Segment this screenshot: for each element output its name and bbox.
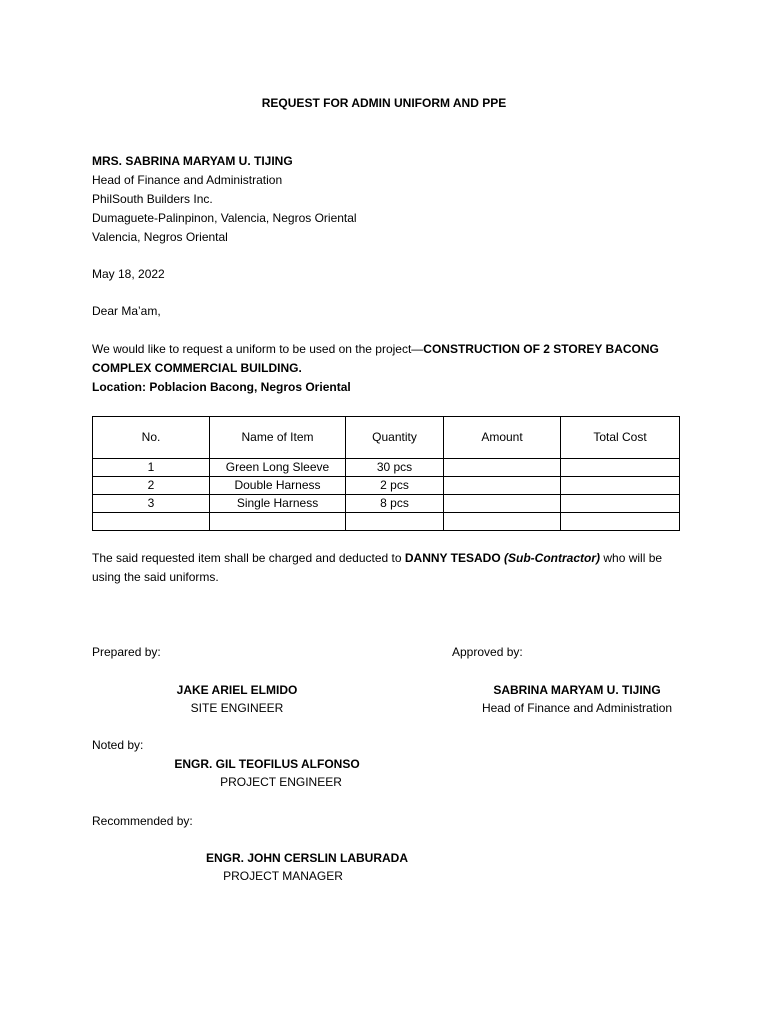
table-cell: Double Harness	[210, 477, 346, 495]
table-cell	[444, 459, 561, 477]
project-name: CONSTRUCTION OF 2 STOREY BACONG COMPLEX COMMERCIAL BUILDING.	[92, 342, 659, 375]
recipient-block	[92, 152, 357, 247]
recipient-company: PhilSouth Builders Inc.	[92, 192, 213, 206]
table-cell	[561, 495, 680, 513]
table-cell: 3	[93, 495, 210, 513]
prepared-by-label: Prepared by:	[92, 645, 161, 659]
letter-date: May 18, 2022	[92, 267, 165, 281]
approved-by-title: Head of Finance and Administration	[481, 701, 673, 715]
table-cell: 8 pcs	[346, 495, 444, 513]
items-table	[92, 416, 680, 531]
table-cell	[210, 513, 346, 531]
table-cell	[561, 513, 680, 531]
recommended-by-label: Recommended by:	[92, 814, 193, 828]
recipient-name: MRS. SABRINA MARYAM U. TIJING	[92, 154, 293, 168]
prepared-by-name: JAKE ARIEL ELMIDO	[176, 683, 298, 697]
table-cell	[561, 477, 680, 495]
table-row	[93, 477, 680, 495]
recommended-by-title: PROJECT MANAGER	[223, 869, 343, 883]
table-cell: 1	[93, 459, 210, 477]
request-intro: We would like to request a uniform to be used on the project—	[92, 342, 424, 356]
table-row	[93, 459, 680, 477]
table-cell: 2	[93, 477, 210, 495]
table-header-row	[93, 417, 680, 459]
column-header: Name of Item	[210, 417, 346, 459]
table-row	[93, 495, 680, 513]
table-row	[93, 513, 680, 531]
table-cell: Single Harness	[210, 495, 346, 513]
column-header: Quantity	[346, 417, 444, 459]
column-header: Total Cost	[561, 417, 680, 459]
charge-text-1: The said requested item shall be charged and deducted to	[92, 551, 405, 565]
noted-by-name: ENGR. GIL TEOFILUS ALFONSO	[174, 757, 360, 771]
recommended-by-name: ENGR. JOHN CERSLIN LABURADA	[205, 851, 408, 865]
recipient-position: Head of Finance and Administration	[92, 173, 283, 187]
request-paragraph	[92, 340, 692, 397]
table-cell: 2 pcs	[346, 477, 444, 495]
table-cell	[93, 513, 210, 531]
project-location: Location: Poblacion Bacong, Negros Oriental	[92, 380, 351, 394]
charge-paragraph	[92, 549, 687, 587]
document-title: REQUEST FOR ADMIN UNIFORM AND PPE	[261, 96, 507, 110]
table-cell: Green Long Sleeve	[210, 459, 346, 477]
recipient-address-line-2: Valencia, Negros Oriental	[92, 230, 228, 244]
approved-by-name: SABRINA MARYAM U. TIJING	[493, 683, 661, 697]
recipient-address-line-1: Dumaguete-Palinpinon, Valencia, Negros Oriental	[92, 211, 357, 225]
table-cell	[346, 513, 444, 531]
column-header: Amount	[444, 417, 561, 459]
charge-text-2: who will be using the said uniforms.	[92, 551, 663, 584]
table-cell	[561, 459, 680, 477]
noted-by-label: Noted by:	[92, 738, 144, 752]
column-header: No.	[93, 417, 210, 459]
noted-by-title: PROJECT ENGINEER	[220, 775, 342, 789]
charge-name: DANNY TESADO	[404, 551, 501, 565]
approved-by-label: Approved by:	[452, 645, 523, 659]
table-cell: 30 pcs	[346, 459, 444, 477]
prepared-by-title: SITE ENGINEER	[190, 701, 284, 715]
table-cell	[444, 477, 561, 495]
table-cell	[444, 513, 561, 531]
charge-role: (Sub-Contractor)	[504, 551, 601, 565]
table-cell	[444, 495, 561, 513]
salutation: Dear Ma’am,	[92, 304, 161, 318]
